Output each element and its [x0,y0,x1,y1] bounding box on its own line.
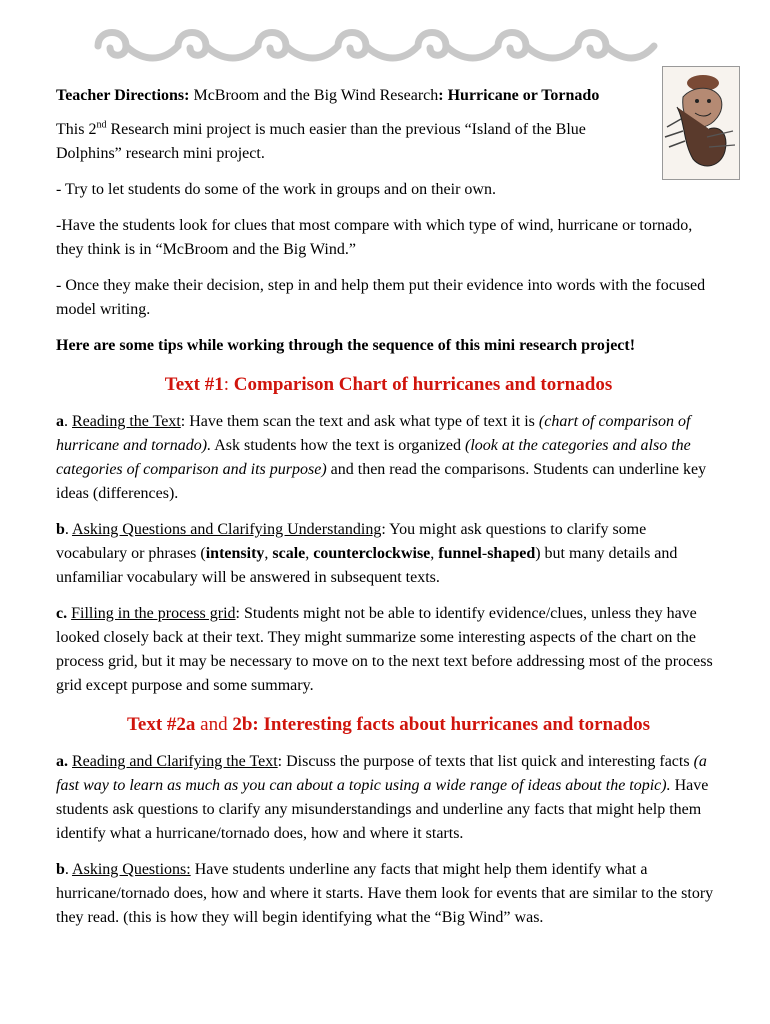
item-text: Have students underline any facts that might help them identify what a hurricane/tornado does, how and where it starts. Have them look for events that are similar to the story they read. (this is how they will begin identifying what the “Big Wind” was. [56,861,714,926]
text2-item-b [56,858,721,930]
item-letter: c. [56,605,68,622]
text1-item-b [56,518,721,590]
intro-paragraph [56,118,646,166]
text2-heading-number-b: 2b [232,714,253,735]
text2-heading-title: : Interesting facts about hurricanes and tornados [252,714,651,735]
item-italic: (chart of comparison of hurricane and tornado). [56,413,691,454]
text1-item-c [56,602,721,698]
vocab-word: scale [272,545,306,562]
vocab-word: counterclockwise [313,545,431,562]
intro-text-b: Research mini project is much easier than the previous “Island of the Blue Dolphins” research mini project. [56,121,586,162]
intro-superscript: nd [96,119,107,131]
item-title: Filling in the process grid [71,605,236,622]
text2-heading-and: and [195,714,233,735]
title-text: McBroom and the Big Wind Research [189,87,439,104]
item-dot: . [64,413,72,430]
item-italic: (look at the categories and also the categories of comparison and its purpose) [56,437,691,478]
vocab-separator: , [305,545,314,562]
document-body [56,84,721,930]
item-letter: a. [56,753,68,770]
item-title: Reading and Clarifying the Text [72,753,278,770]
tip-clues: -Have the students look for clues that most compare with which type of wind, hurricane or tornado, they think is in “McBroom and the Big Wind.” [56,217,693,258]
text1-heading-colon: : [223,374,230,395]
title-topic: : Hurricane or Tornado [438,87,600,104]
item-italic: (a fast way to learn as much as you can about a topic using a wide range of ideas about the topic). [56,753,707,794]
text1-item-a [56,410,721,506]
item-text: Ask students how the text is organized [211,437,466,454]
vocab-word: shaped [487,545,536,562]
text2-item-a [56,750,721,846]
intro-text-a: This 2 [56,121,97,138]
swirl-border-decoration [88,22,668,66]
item-text: : Have them scan the text and ask what type of text it is [180,413,539,430]
item-dot: . [64,861,73,878]
vocab-separator: , [264,545,273,562]
vocab-word: funnel [438,545,482,562]
item-text: : You might ask questions to clarify some vocabulary or phrases ( [56,521,647,562]
item-text: ) but many details and unfamiliar vocabulary will be answered in subsequent texts. [56,545,678,586]
vocab-word: intensity [205,545,265,562]
item-text: and then read the comparisons. Students can underline key ideas (differences). [56,461,707,502]
text1-heading-number: Text #1 [164,374,224,395]
text1-heading [56,372,721,398]
vocab-separator: , [430,545,439,562]
item-text: : Students might not be able to identify evidence/clues, unless they have looked closely back at their text. They might summarize some interesting aspects of the chart on the process grid, but it may be necessary to move on to the next text before addressing most of the process grid except purpose and some summary. [56,605,713,694]
item-title: Reading the Text [72,413,181,430]
item-title: Asking Questions: [72,861,191,878]
item-title: Asking Questions and Clarifying Understanding [72,521,382,538]
title-line [56,84,676,108]
item-letter: b [56,521,65,538]
item-text: Have students ask questions to clarify any misunderstandings and underline any facts that might help them identify what a hurricane/tornado does, how and where it starts. [56,777,709,842]
text2-heading [56,712,721,738]
tip-decision: - Once they make their decision, step in and help them put their evidence into words with the focused model writing. [56,277,706,318]
item-letter: b [56,861,65,878]
tip-groups: - Try to let students do some of the work in groups and on their own. [56,181,496,198]
item-letter: a [56,413,64,430]
text2-heading-number: Text #2a [126,714,196,735]
title-label: Teacher Directions: [56,87,190,104]
vocab-dash: - [481,545,488,562]
item-dot: . [64,521,73,538]
item-text: : Discuss the purpose of texts that list quick and interesting facts [277,753,694,770]
tips-intro: Here are some tips while working through the sequence of this mini research project! [56,337,636,354]
text1-heading-title: Comparison Chart of hurricanes and tornados [229,374,613,395]
